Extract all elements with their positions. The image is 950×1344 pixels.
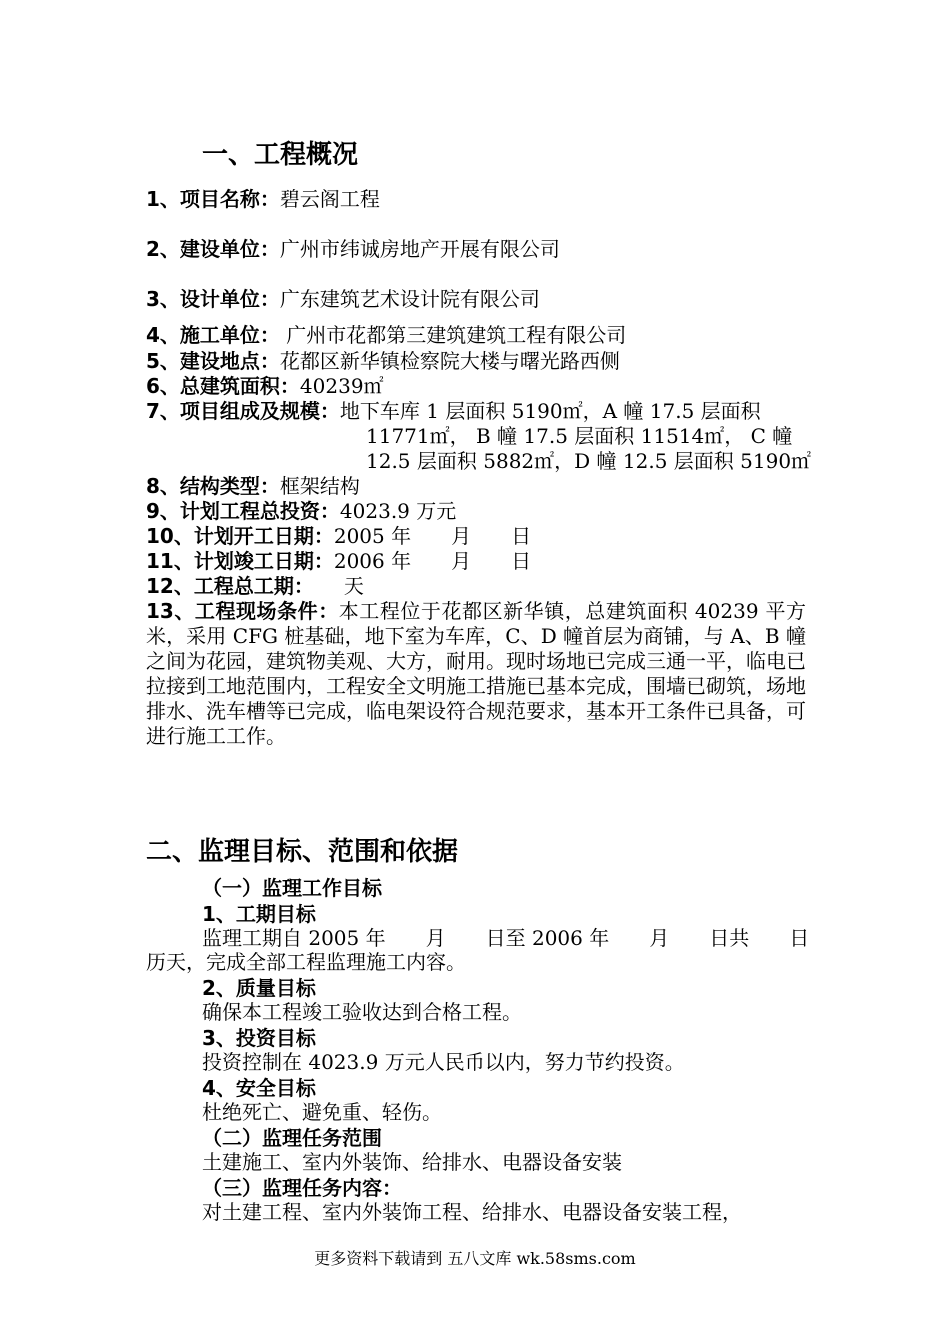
item-structure <box>146 474 360 498</box>
item-label: 9、计划工程总投资： <box>146 499 340 523</box>
item-value: 4023.9 万元 <box>339 499 457 523</box>
item-investment <box>146 499 456 523</box>
item-client <box>146 237 560 261</box>
item-label: 11、计划竣工日期： <box>146 549 334 573</box>
goal-schedule-text-cont: 历天，完成全部工程监理施工内容。 <box>146 950 466 974</box>
goal-investment-text: 投资控制在 4023.9 万元人民币以内，努力节约投资。 <box>202 1050 685 1074</box>
subsection-work-goals: （一）监理工作目标 <box>202 876 382 900</box>
item-start-date <box>146 524 531 548</box>
item-label: 3、设计单位： <box>146 287 280 311</box>
item-location <box>146 349 620 373</box>
goal-schedule-title: 1、工期目标 <box>202 902 316 926</box>
item-value: 框架结构 <box>279 474 360 498</box>
item-composition <box>146 399 761 423</box>
item-value: 地下车库 1 层面积 5190㎡，A 幢 17.5 层面积 <box>339 399 761 423</box>
item-label: 5、建设地点： <box>146 349 280 373</box>
item-label: 12、工程总工期： <box>146 574 304 598</box>
item-value: 广州市花都第三建筑建筑工程有限公司 <box>279 323 627 347</box>
item-designer <box>146 287 540 311</box>
item-label: 6、总建筑面积： <box>146 374 300 398</box>
item-composition-line3: 12.5 层面积 5882㎡，D 幢 12.5 层面积 5190㎡ <box>366 449 812 473</box>
item-end-date <box>146 549 531 573</box>
scope-text: 土建施工、室内外装饰、给排水、电器设备安装 <box>202 1150 622 1174</box>
item-project-name <box>146 187 380 211</box>
item-label: 10、计划开工日期： <box>146 524 334 548</box>
item-value: 2006 年 月 日 <box>333 549 532 573</box>
section1-title: 一、工程概况 <box>202 140 359 170</box>
item-label: 1、项目名称： <box>146 187 280 211</box>
item-label: 8、结构类型： <box>146 474 280 498</box>
item-value: 40239㎡ <box>299 374 384 398</box>
goal-quality-text: 确保本工程竣工验收达到合格工程。 <box>202 1000 522 1024</box>
item-value: 碧云阁工程 <box>279 187 380 211</box>
subsection-content: （三）监理任务内容： <box>202 1176 402 1200</box>
item-duration <box>146 574 364 598</box>
footer-note: 更多资料下载请到 五八文库 wk.58sms.com <box>314 1249 636 1268</box>
item-value: 天 <box>303 574 364 598</box>
item-value: 广东建筑艺术设计院有限公司 <box>279 287 540 311</box>
goal-safety-text: 杜绝死亡、避免重、轻伤。 <box>202 1100 442 1124</box>
section2-title: 二、监理目标、范围和依据 <box>146 837 459 867</box>
item-value: 花都区新华镇检察院大楼与曙光路西侧 <box>279 349 620 373</box>
item-area <box>146 374 384 398</box>
subsection-scope: （二）监理任务范围 <box>202 1126 382 1150</box>
item-contractor <box>146 323 626 347</box>
goal-investment-title: 3、投资目标 <box>202 1026 316 1050</box>
item-label: 4、施工单位： <box>146 323 280 347</box>
item-site-conditions <box>146 599 806 749</box>
goal-quality-title: 2、质量目标 <box>202 976 316 1000</box>
item-label: 7、项目组成及规模： <box>146 399 340 423</box>
item-label: 13、工程现场条件： <box>146 599 339 623</box>
item-composition-line2: 11771㎡， B 幢 17.5 层面积 11514㎡， C 幢 <box>366 424 793 448</box>
content-text: 对土建工程、室内外装饰工程、给排水、电器设备安装工程， <box>202 1200 742 1224</box>
item-label: 2、建设单位： <box>146 237 280 261</box>
goal-schedule-text: 监理工期自 2005 年 月 日至 2006 年 月 日共 日 <box>202 926 810 950</box>
item-value: 本工程位于花都区新华镇，总建筑面积 40239 平方米，采用 CFG 桩基础，地下室为车库，C、D 幢首层为商铺，与 A、B 幢之间为花园，建筑物美观、大方，耐用。现时场地已完成三通一平，临电已拉接到工地范围内，工程安全文明施工措施已基本完成，围墙已砌筑，场地排水、洗车槽等已完成，临电架设符合规范要求，基本开工条件已具备，可进行施工工作。 <box>146 599 806 748</box>
item-value: 2005 年 月 日 <box>333 524 532 548</box>
item-value: 广州市纬诚房地产开展有限公司 <box>279 237 560 261</box>
goal-safety-title: 4、安全目标 <box>202 1076 316 1100</box>
